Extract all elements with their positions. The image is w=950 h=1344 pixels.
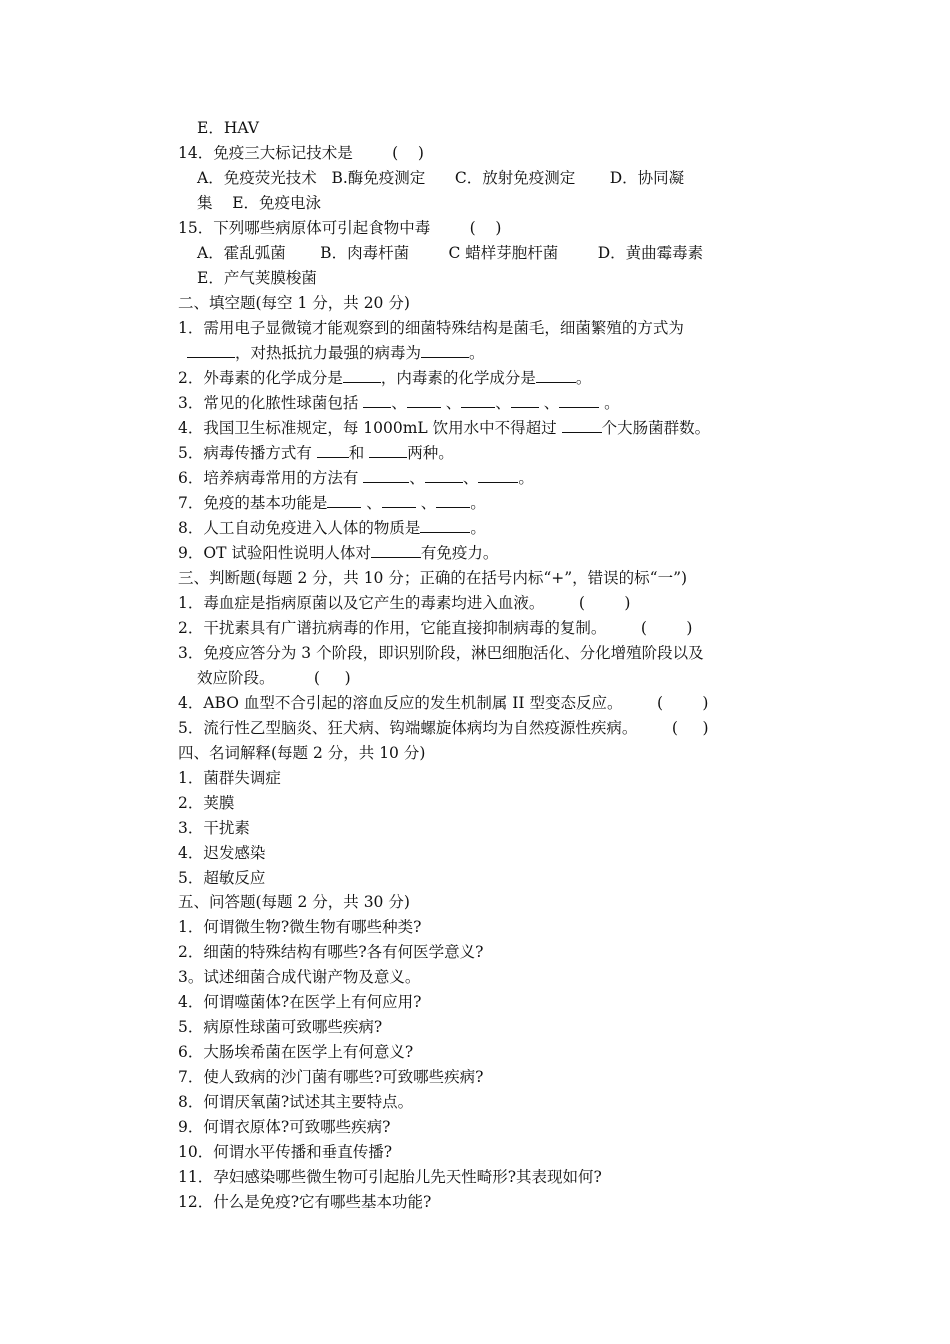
judge-q2: 2．干扰素具有广谱抗病毒的作用，它能直接抑制病毒的复制。 ( ) — [178, 619, 693, 637]
answer-blank[interactable] — [371, 543, 421, 558]
answer-blank[interactable] — [327, 493, 361, 508]
section-heading-qa: 五、问答题(每题 2 分，共 30 分) — [178, 893, 410, 911]
answer-blank[interactable] — [559, 393, 599, 408]
q15-stem: 15．下列哪些病原体可引起食物中毒 ( ) — [178, 219, 502, 237]
section-heading-terms: 四、名词解释(每题 2 分，共 10 分) — [178, 744, 426, 762]
fill-q5: 5．病毒传播方式有 和 两种。 — [178, 444, 454, 462]
qa-item: 4．何谓噬菌体?在医学上有何应用? — [178, 993, 422, 1011]
answer-blank[interactable] — [363, 468, 409, 483]
answer-blank[interactable] — [425, 468, 463, 483]
section-heading-fill: 二、填空题(每空 1 分，共 20 分) — [178, 294, 410, 312]
judge-q3-line1: 3．免疫应答分为 3 个阶段，即识别阶段，淋巴细胞活化、分化增殖阶段以及 — [178, 644, 704, 662]
qa-item: 8．何谓厌氧菌?试述其主要特点。 — [178, 1093, 414, 1111]
fill-q7: 7．免疫的基本功能是 、 、 。 — [178, 494, 486, 512]
fill-q1-line1: 1．需用电子显微镜才能观察到的细菌特殊结构是菌毛，细菌繁殖的方式为 — [178, 319, 684, 337]
qa-item: 10．何谓水平传播和垂直传播? — [178, 1143, 393, 1161]
answer-blank[interactable] — [421, 343, 469, 358]
term-item: 5．超敏反应 — [178, 869, 266, 887]
qa-item: 12．什么是免疫?它有哪些基本功能? — [178, 1193, 432, 1211]
answer-blank[interactable] — [187, 343, 235, 358]
q15-options-cont: E．产气荚膜梭菌 — [197, 269, 317, 287]
qa-item: 7．使人致病的沙门菌有哪些?可致哪些疾病? — [178, 1068, 484, 1086]
qa-item: 5．病原性球菌可致哪些疾病? — [178, 1018, 383, 1036]
section-heading-judge: 三、判断题(每题 2 分，共 10 分；正确的在括号内标“+”，错误的标“一”) — [178, 569, 688, 587]
fill-q1-line2: ，对热抵抗力最强的病毒为 。 — [187, 343, 485, 363]
term-item: 3．干扰素 — [178, 819, 250, 837]
q15-options: A．霍乱弧菌 B．肉毒杆菌 C 蜡样芽胞杆菌 D．黄曲霉毒素 — [197, 244, 704, 262]
term-item: 1．菌群失调症 — [178, 769, 281, 787]
q13-option-e: E．HAV — [197, 119, 259, 137]
answer-blank[interactable] — [343, 368, 381, 383]
answer-blank[interactable] — [436, 493, 470, 508]
fill-q8: 8．人工自动免疫进入人体的物质是 。 — [178, 519, 486, 537]
qa-item: 1．何谓微生物?微生物有哪些种类? — [178, 918, 422, 936]
answer-blank[interactable] — [382, 493, 416, 508]
q14-options: A．免疫荧光技术 B.酶免疫测定 C．放射免疫测定 D．协同凝 — [197, 169, 685, 187]
answer-blank[interactable] — [536, 368, 576, 383]
fill-q6: 6．培养病毒常用的方法有 、 、 。 — [178, 469, 534, 487]
answer-blank[interactable] — [562, 418, 602, 433]
fill-q2: 2．外毒素的化学成分是 ，内毒素的化学成分是 。 — [178, 369, 592, 387]
qa-item: 9．何谓衣原体?可致哪些疾病? — [178, 1118, 391, 1136]
judge-q5: 5．流行性乙型脑炎、狂犬病、钩端螺旋体病均为自然疫源性疾病。 ( ) — [178, 719, 709, 737]
answer-blank[interactable] — [461, 393, 495, 408]
fill-q3: 3．常见的化脓性球菌包括 、 、 、 、 。 — [178, 394, 620, 412]
answer-blank[interactable] — [407, 393, 441, 408]
answer-blank[interactable] — [511, 393, 539, 408]
q14-options-cont: 集 E．免疫电泳 — [197, 194, 322, 212]
answer-blank[interactable] — [369, 443, 407, 458]
fill-q4: 4．我国卫生标准规定，每 1000mL 饮用水中不得超过 个大肠菌群数。 — [178, 419, 711, 437]
q14-stem: 14．免疫三大标记技术是 ( ) — [178, 144, 424, 162]
term-item: 2．荚膜 — [178, 794, 235, 812]
judge-q3-line2: 效应阶段。 ( ) — [197, 669, 351, 687]
term-item: 4．迟发感染 — [178, 844, 266, 862]
qa-item: 11．孕妇感染哪些微生物可引起胎儿先天性畸形?其表现如何? — [178, 1168, 602, 1186]
qa-item: 3。试述细菌合成代谢产物及意义。 — [178, 968, 421, 986]
answer-blank[interactable] — [317, 443, 349, 458]
fill-q9: 9．OT 试验阳性说明人体对 有免疫力。 — [178, 544, 499, 562]
answer-blank[interactable] — [363, 393, 391, 408]
answer-blank[interactable] — [478, 468, 518, 483]
judge-q4: 4．ABO 血型不合引起的溶血反应的发生机制属 II 型变态反应。 ( ) — [178, 694, 709, 712]
qa-item: 2．细菌的特殊结构有哪些?各有何医学意义? — [178, 943, 484, 961]
answer-blank[interactable] — [420, 518, 470, 533]
judge-q1: 1．毒血症是指病原菌以及它产生的毒素均进入血液。 ( ) — [178, 594, 631, 612]
qa-item: 6．大肠埃希菌在医学上有何意义? — [178, 1043, 414, 1061]
